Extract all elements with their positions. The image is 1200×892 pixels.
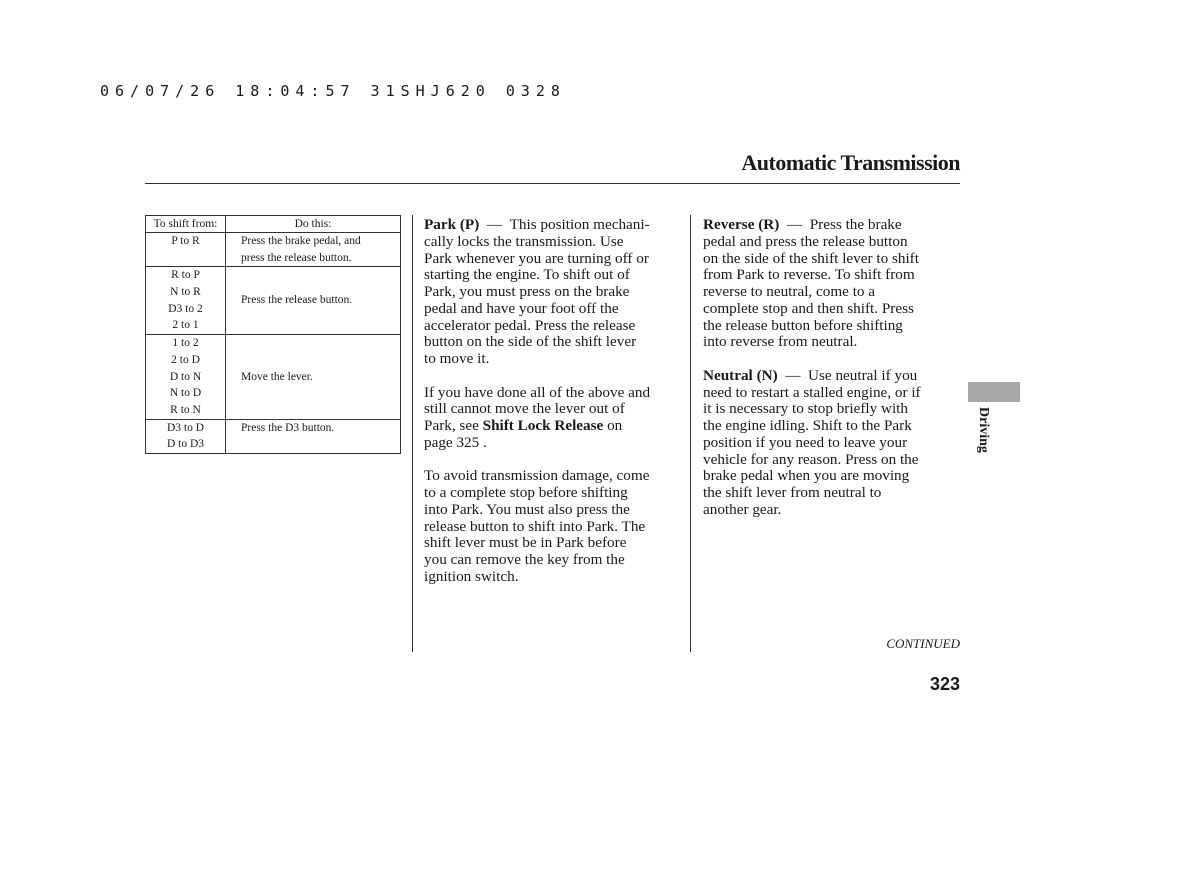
park-paragraph [424,217,686,368]
text-line: reverse to neutral, come to a [703,283,876,300]
from-value: 2 to D [171,353,200,366]
table-header: Do this: [226,216,401,233]
text-line: pedal and press the release button [703,232,908,250]
text-line: complete stop and then shift. Press [703,299,914,317]
table-header-row [146,216,401,233]
table-cell-action [226,267,401,335]
text-line: the shift lever from neutral to [703,484,882,501]
table-cell-action [226,233,401,267]
from-value: D to N [169,370,202,383]
shift-table [145,215,401,454]
table-cell-action [226,419,401,453]
print-stamp: 06/07/26 18:04:57 31SHJ620 0328 [100,82,566,100]
table-row [146,335,401,419]
from-value: N to R [170,286,201,299]
text-line: you can remove the key from the [424,551,625,568]
text-line: Park, you must press on the brake [424,283,630,300]
park-heading: Park (P) [424,216,480,233]
text-line: shift lever must be in Park before [424,534,627,552]
reverse-paragraph [703,217,965,351]
from-value: D3 to D [166,421,205,434]
page-number: 323 [929,674,960,694]
neutral-heading: Neutral (N) [703,366,778,384]
text-line: to move it. [424,350,490,367]
text-line: position if you need to leave your [703,433,908,451]
text-line: brake pedal when you are moving [703,467,910,485]
text-line: the engine idling. Shift to the Park [703,417,912,434]
continued-label: CONTINUED [886,636,960,651]
text-line: Press the brake [809,216,902,233]
text-line: release button to shift into Park. The [424,517,646,535]
text-line: cally locks the transmission. Use [424,232,624,250]
table-cell-from [146,419,226,453]
text-line: If you have done all of the above and [424,383,651,401]
text-line: still cannot move the lever out of [424,400,625,418]
section-tab-label: Driving [976,407,991,453]
text-line: Park whenever you are turning off or [424,249,649,267]
em-dash: — [785,366,801,384]
column-reverse-neutral [703,217,965,519]
text-line: on the side of the shift lever to shift [703,249,919,267]
from-value: 1 to 2 [172,337,199,350]
from-value: D to D3 [166,438,205,451]
text-line: need to restart a stalled engine, or if [703,383,921,401]
text-line: button on the side of the shift lever [424,333,637,351]
table-row [146,419,401,453]
text-line: to a complete stop before shifting [424,484,628,501]
text-line: into Park. You must also press the [424,500,630,518]
from-value: D3 to 2 [168,302,203,315]
text-line: another gear. [703,500,782,518]
table-cell-from [146,233,226,267]
table-row [146,267,401,335]
action-value: Press the release button. [241,294,353,307]
text-line-post: on [603,417,623,434]
text-line: into reverse from neutral. [703,333,858,351]
text-line: the release button before shifting [703,316,903,334]
section-tab [968,382,1020,402]
page-title: Automatic Transmission [741,150,960,175]
action-value: Press the D3 button. [241,421,335,434]
text-line: it is necessary to stop briefly with [703,400,908,418]
from-value: R to P [171,269,200,282]
text-line: To avoid transmission damage, come [424,467,650,485]
column-divider [690,215,691,652]
em-dash: — [786,216,803,233]
table-cell-from [146,335,226,419]
shift-lock-release-link[interactable]: Shift Lock Release [482,417,604,434]
title-rule [145,183,960,184]
reverse-heading: Reverse (R) [703,216,780,233]
em-dash: — [486,216,503,233]
action-value: Move the lever. [241,370,313,383]
column-park [424,217,686,586]
column-divider [412,215,413,652]
from-value: R to N [170,403,201,416]
table-cell-action [226,335,401,419]
text-line-pre: Park, see [424,417,483,434]
text-line: Use neutral if you [808,366,918,384]
text-line: pedal and have your foot off the [424,299,619,317]
table-row [146,233,401,267]
from-value: 2 to 1 [172,319,199,332]
from-value: P to R [171,235,200,247]
action-value: Press the brake pedal, and [241,235,361,247]
text-line: page 325 . [424,433,487,451]
table-cell-from [146,267,226,335]
text-line: This position mechani- [509,216,650,233]
text-line: ignition switch. [424,567,519,585]
from-value: N to D [169,387,202,400]
shift-lock-paragraph [424,385,686,452]
table-header: To shift from: [146,216,226,233]
text-line: accelerator pedal. Press the release [424,316,636,334]
text-line: starting the engine. To shift out of [424,266,630,284]
action-value: press the release button. [241,251,352,264]
neutral-paragraph [703,368,965,519]
text-line: from Park to reverse. To shift from [703,266,915,284]
text-line: vehicle for any reason. Press on the [703,450,919,468]
damage-paragraph [424,468,686,585]
